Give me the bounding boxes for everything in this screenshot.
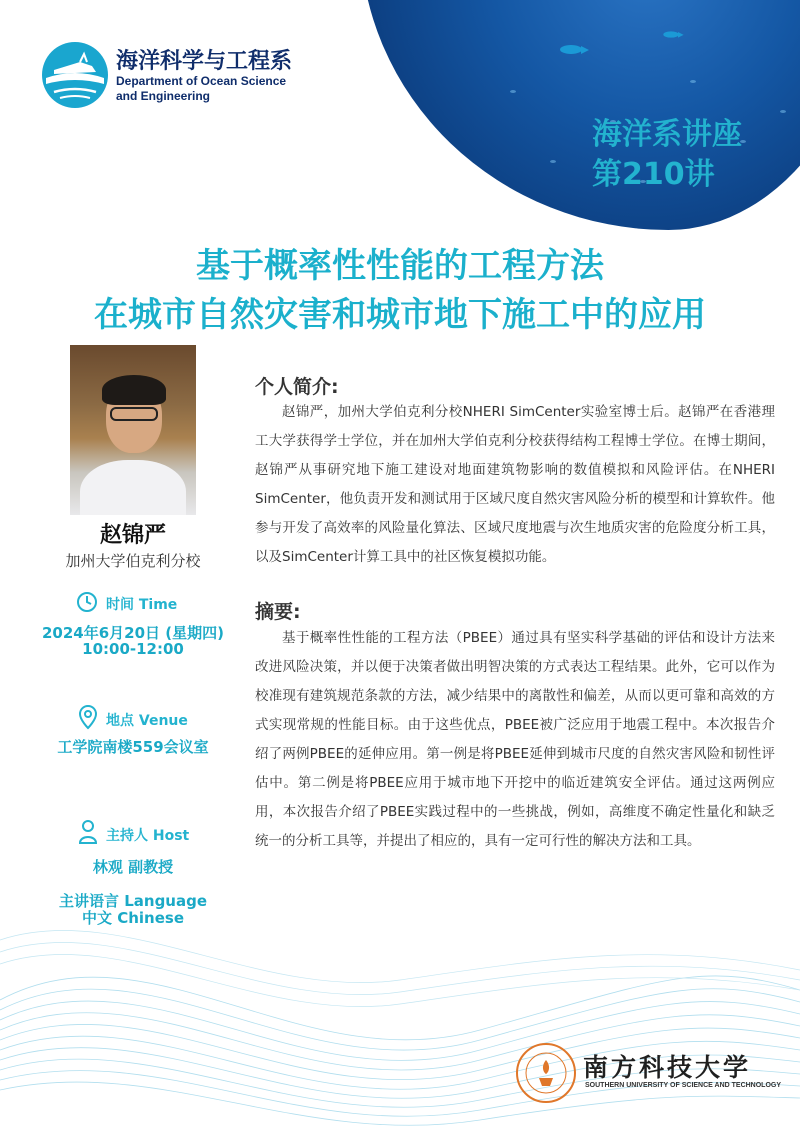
university-seal-icon bbox=[515, 1042, 577, 1104]
speaker-affiliation: 加州大学伯克利分校 bbox=[65, 552, 201, 570]
language-label: 主讲语言 Language bbox=[58, 892, 208, 910]
title-line2: 在城市自然灾害和城市地下施工中的应用 bbox=[94, 295, 706, 335]
time-label: 时间 Time bbox=[106, 597, 178, 613]
university-name-cn: 南方科技大学 bbox=[583, 1053, 752, 1082]
title-line1: 基于概率性性能的工程方法 bbox=[196, 246, 604, 286]
fish-dot bbox=[690, 80, 696, 83]
host-label: 主持人 Host bbox=[106, 828, 190, 844]
date-value: 2024年6月20日 (星期四) bbox=[42, 624, 224, 642]
department-name-en-1: Department of Ocean Science bbox=[116, 74, 287, 88]
person-icon bbox=[78, 819, 98, 845]
fish-icon bbox=[560, 45, 582, 54]
department-logo-icon bbox=[40, 40, 110, 110]
language-value: 中文 Chinese bbox=[81, 909, 184, 927]
photo-shirt bbox=[80, 460, 186, 515]
bio-heading: 个人简介: bbox=[255, 376, 339, 398]
photo-hair bbox=[102, 375, 166, 405]
bio-text: 赵锦严，加州大学伯克利分校NHERI SimCenter实验室博士后。赵锦严在香港理工大学获得学士学位，并在加州大学伯克利分校获得结构工程博士学位。在博士期间，赵锦严从事研究地下施工建设对地面建筑物影响的数值模拟和风险评估。在NHERI SimCenter，他负责开发和测试用于区域尺度自然灾害风险分析的模型和计算软件。他参与开发了高效率的风险量化算法、区域尺度地震与次生地质灾害的危险度分析工具，以及SimCenter计算工具中的社区恢复模拟功能。 bbox=[255, 404, 775, 565]
lecture-line2: 第210讲 bbox=[592, 157, 715, 192]
abstract-heading: 摘要: bbox=[255, 601, 301, 623]
clock-icon bbox=[76, 591, 98, 613]
location-pin-icon bbox=[78, 704, 98, 730]
time-value: 10:00-12:00 bbox=[82, 640, 184, 658]
fish-dot bbox=[780, 110, 786, 113]
speaker-name: 赵锦严 bbox=[99, 523, 166, 548]
lecture-series bbox=[592, 115, 742, 195]
university-name-en: SOUTHERN UNIVERSITY OF SCIENCE AND TECHNOLOGY bbox=[585, 1082, 782, 1089]
fish-dot bbox=[550, 160, 556, 163]
department-name-cn: 海洋科学与工程系 bbox=[116, 49, 293, 74]
host-value: 林观 副教授 bbox=[92, 858, 174, 876]
fish-icon bbox=[663, 31, 678, 37]
lecture-line1: 海洋系讲座 bbox=[592, 117, 742, 152]
venue-value: 工学院南楼559会议室 bbox=[57, 738, 209, 756]
department-name-en-2: and Engineering bbox=[116, 89, 211, 103]
venue-label: 地点 Venue bbox=[106, 713, 188, 729]
wave-decoration bbox=[0, 880, 800, 1133]
fish-dot bbox=[510, 90, 516, 93]
abstract-text: 基于概率性性能的工程方法（PBEE）通过具有坚实科学基础的评估和设计方法来改进风险决策，并以便于决策者做出明智决策的方式表达工程结果。此外，它可以作为校准现有建筑规范条款的方法，减少结果中的离散性和偏差，从而以更可靠和高效的方式实现常规的性能目标。由于这些优点，PBEE被广泛应用于地震工程中。本次报告介绍了两例PBEE的延伸应用。第一例是将PBEE延伸到城市尺度的自然灾害风险和韧性评估中。第二例是将PBEE应用于城市地下开挖中的临近建筑安全评估。通过这两例应用，本次报告介绍了PBEE实践过程中的一些挑战，例如，高维度不确定性量化和缺乏统一的分析工具等，并提出了相应的，具有一定可行性的解决方法和工具。 bbox=[255, 630, 775, 849]
photo-glasses bbox=[110, 407, 158, 421]
speaker-photo bbox=[70, 345, 196, 515]
